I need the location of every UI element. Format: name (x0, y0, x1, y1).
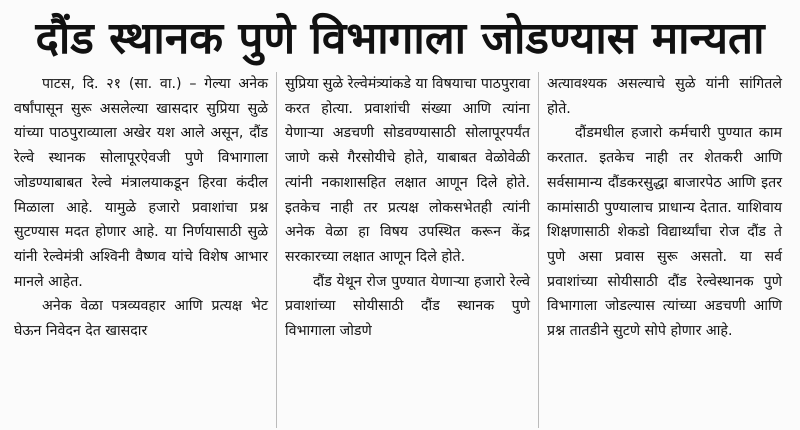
paragraph: पाटस, दि. २१ (सा. वा.) – गेल्या अनेक वर्षांपासून सुरू असलेल्या खासदार सुप्रिया सुळे यांच्या पाठपुराव्याला अखेर यश आले असून, दौंड रेल्वे स्थानक सोलापूरऐवजी पुणे विभागाला जोडण्याबाबत रेल्वे मंत्रालयाकडून हिरवा कंदील मिळाला आहे. यामुळे हजारो प्रवाशांचा प्रश्न सुटण्यास मदत होणार आहे. या निर्णयासाठी सुळे यांनी रेल्वेमंत्री अश्विनी वैष्णव यांचे विशेष आभार मानले आहेत. (14, 76, 268, 290)
paragraph: दौंडमधील हजारो कर्मचारी पुण्यात काम करतात. इतकेच नाही तर शेतकरी आणि सर्वसामान्य दौंडकरसुद्धा बाजारपेठ आणि इतर कामांसाठी पुण्यालाच प्राधान्य देतात. याशिवाय शिक्षणासाठी शेकडो विद्यार्थ्यांचा रोज दौंड ते पुणे असा प्रवास सुरू असतो. या सर्व प्रवाशांच्या सोयीसाठी दौंड रेल्वेस्थानक पुणे विभागाला जोडल्यास त्यांच्या अडचणी आणि प्रश्न तातडीने सुटणे सोपे होणार आहे. (547, 125, 782, 340)
paragraph: सुप्रिया सुळे रेल्वेमंत्र्यांकडे या विषयाचा पाठपुरावा करत होत्या. प्रवाशांची संख्या आणि त्यांना येणाऱ्या अडचणी सोडवण्यासाठी सोलापूरपर्यंत जाणे कसे गैरसोयीचे होते, याबाबत वेळोवेळी त्यांनी नकाशासहित लक्षात आणून दिले होते. इतकेच नाही तर प्रत्यक्ष लोकसभेतही त्यांनी अनेक वेळा हा विषय उपस्थित करून केंद्र सरकारच्या लक्षात आणून दिले होते. (285, 76, 530, 265)
headline: दौंड स्थानक पुणे विभागाला जोडण्यास मान्यता (35, 13, 765, 64)
column-2 (276, 72, 538, 428)
paragraph: अनेक वेळा पत्रव्यवहार आणि प्रत्यक्ष भेट घेऊन निवेदन देत खासदार (14, 298, 268, 340)
column-1 (14, 72, 276, 428)
paragraph: अत्यावश्यक असल्याचे सुळे यांनी सांगितले होते. (547, 76, 782, 117)
paragraph: दौंड येथून रोज पुण्यात येणाऱ्या हजारो रेल्वे प्रवाशांच्या सोयीसाठी दौंड स्थानक पुणे विभागाला जोडणे (285, 273, 530, 340)
article-body (14, 72, 790, 428)
column-3 (538, 72, 790, 428)
